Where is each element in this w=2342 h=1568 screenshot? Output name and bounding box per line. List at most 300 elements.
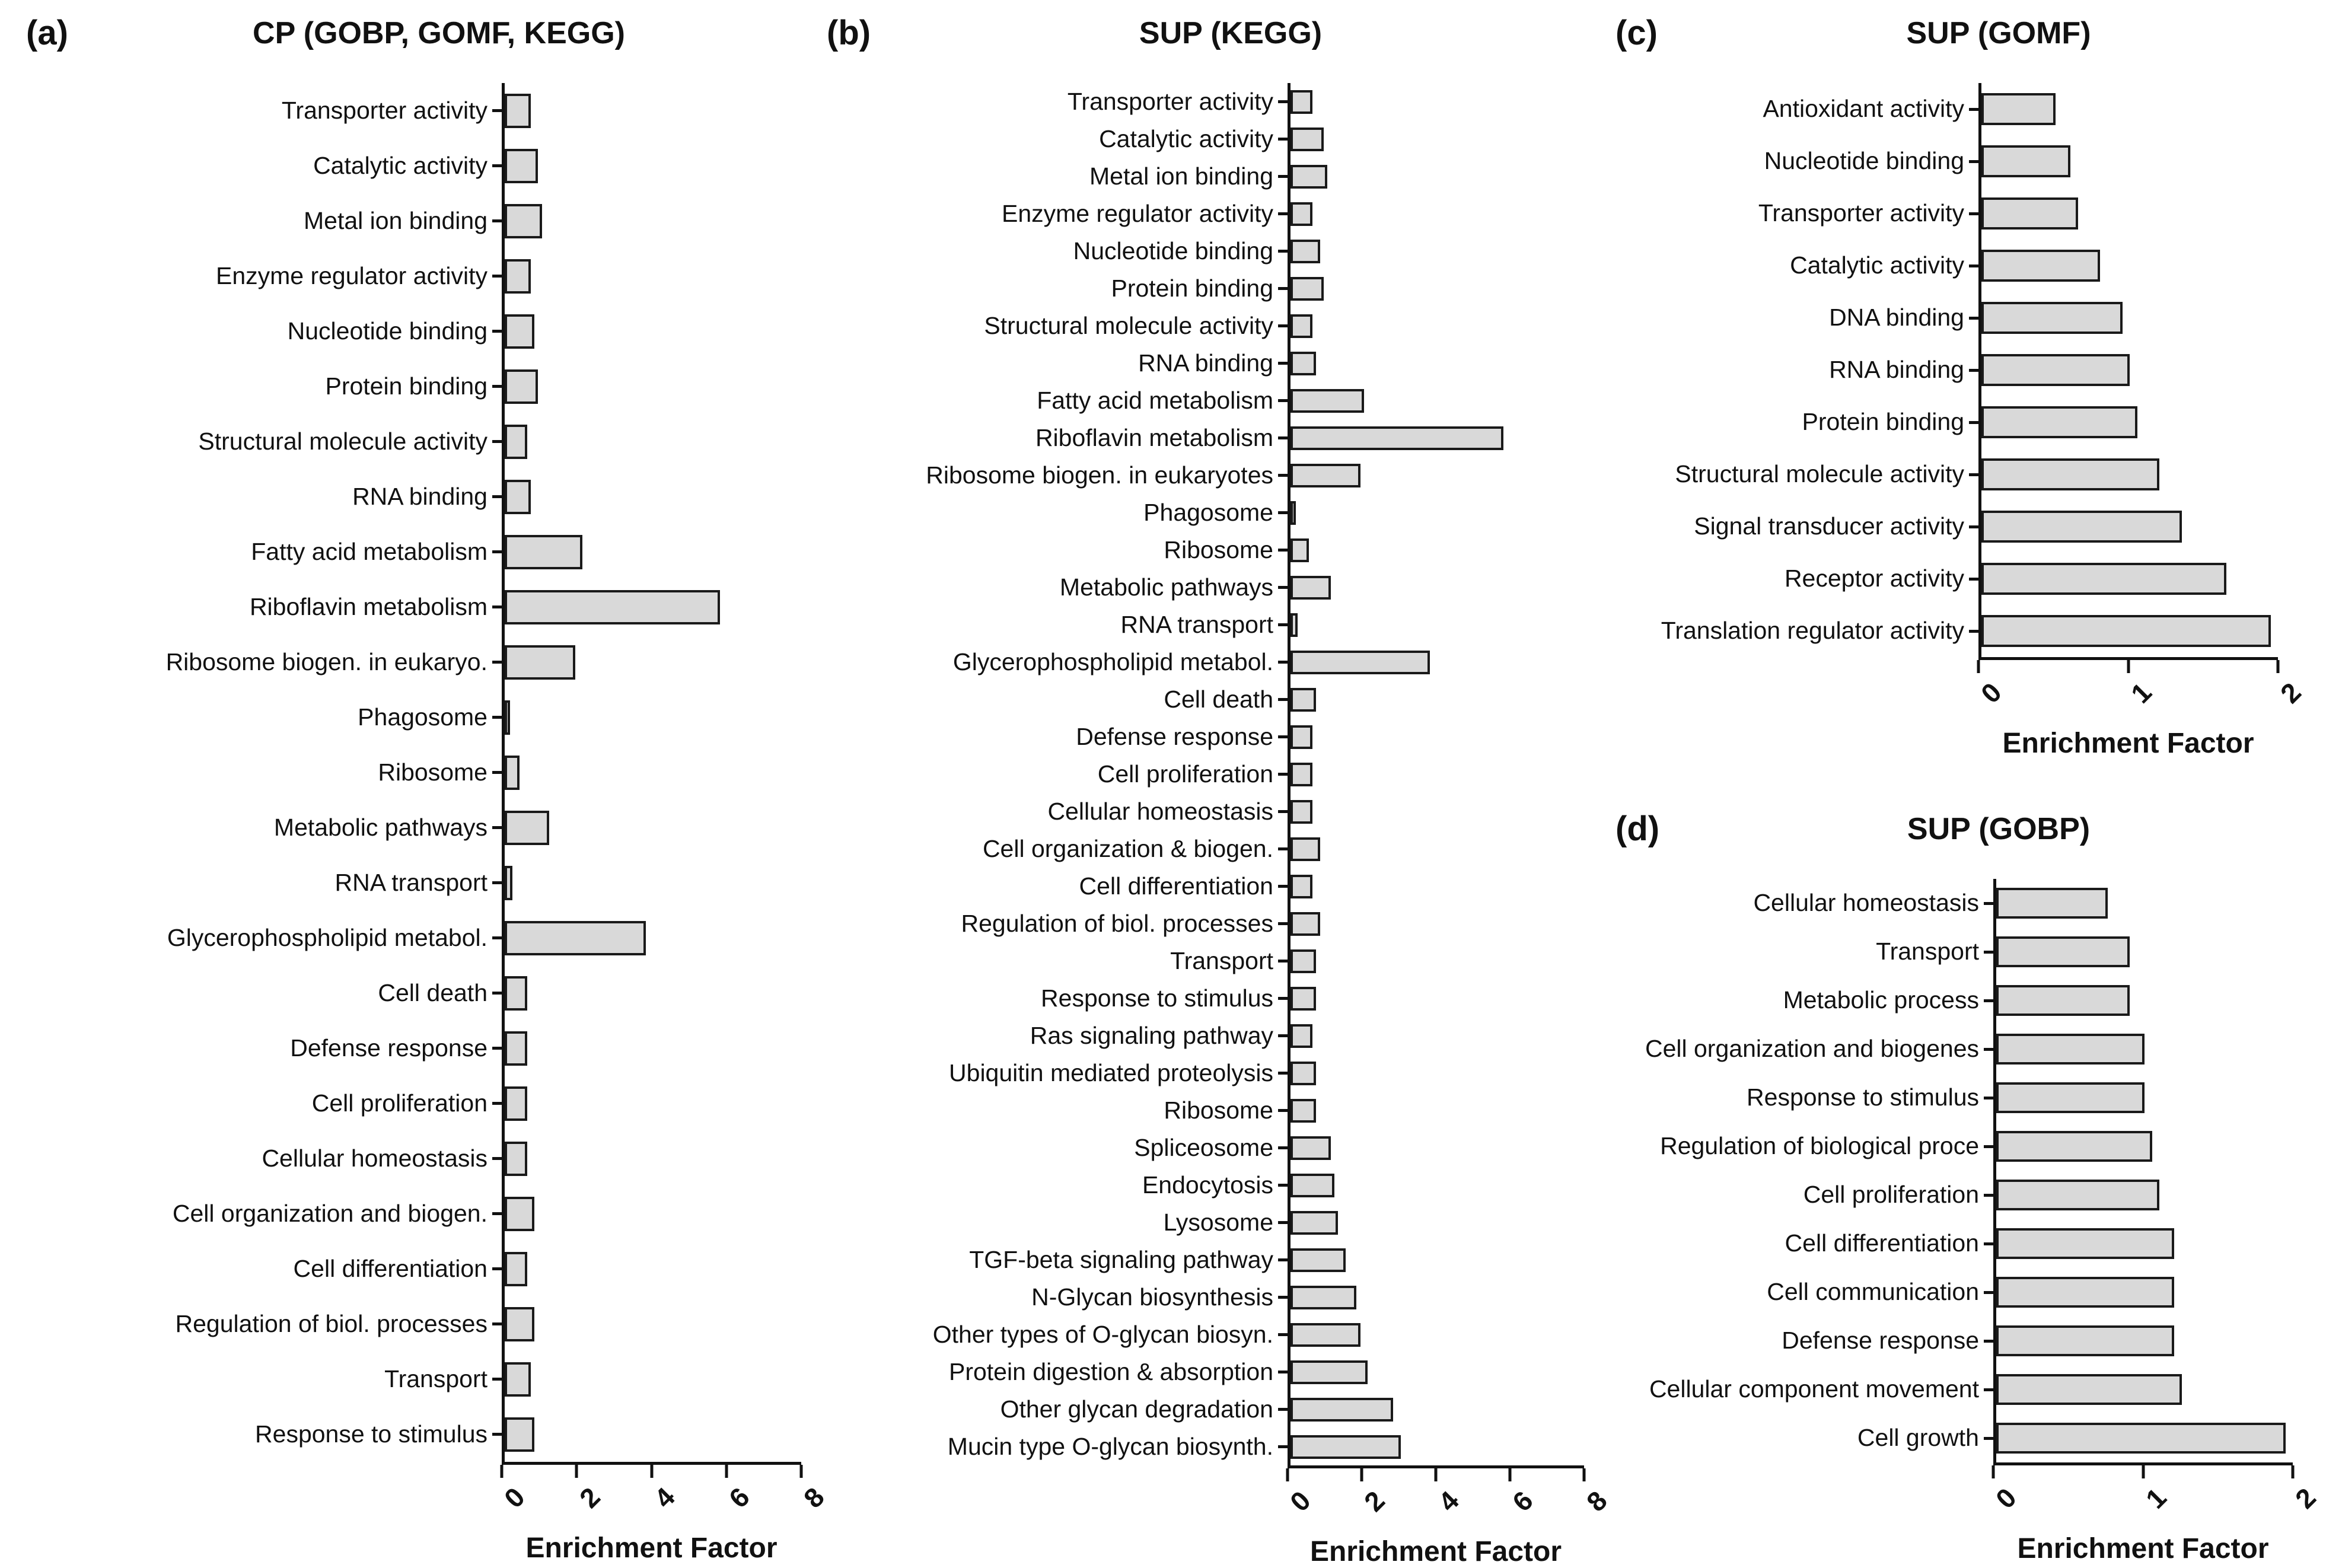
y-tick [1278, 1408, 1288, 1411]
y-tick [1969, 317, 1978, 320]
bar [1291, 949, 1316, 973]
category-label: Metal ion binding [304, 206, 487, 234]
category-label: Cell death [378, 979, 487, 1006]
bar-track [502, 1407, 801, 1462]
bar-track [1993, 976, 2293, 1025]
bar-row [18, 1186, 807, 1241]
bar-row [18, 1352, 807, 1407]
panel-a-chart-body [18, 83, 831, 1564]
bar-row [818, 531, 1589, 569]
bar-track [1288, 1204, 1584, 1241]
bar-row [818, 1017, 1589, 1054]
bar-row [18, 800, 807, 855]
y-tick [1969, 108, 1978, 111]
category-label: Transporter activity [1067, 87, 1273, 115]
bar-track [1978, 83, 2278, 135]
category-label: Fatty acid metabolism [251, 537, 487, 565]
y-tick [1278, 138, 1288, 141]
bar-track [1288, 1279, 1584, 1316]
y-tick [1278, 549, 1288, 552]
bar [1996, 1325, 2174, 1356]
y-tick [492, 1378, 502, 1381]
x-tick-label: 2 [2289, 1481, 2322, 1515]
bar [1981, 197, 2078, 230]
bar-track [1978, 605, 2278, 657]
y-tick [492, 661, 502, 664]
axis-spacer [818, 1535, 1288, 1568]
bar-track [1288, 1391, 1584, 1428]
y-tick [1278, 1371, 1288, 1373]
bar [1981, 250, 2100, 282]
bar-track [502, 248, 801, 304]
category-label: Protein digestion & absorption [948, 1357, 1273, 1385]
y-tick [1278, 661, 1288, 664]
axis-spacer [1607, 657, 1978, 727]
y-tick [1278, 100, 1288, 103]
bar-row [818, 942, 1589, 980]
y-tick [1278, 922, 1288, 925]
y-tick [1278, 997, 1288, 1000]
category-label: TGF-beta signaling pathway [969, 1245, 1273, 1273]
category-label: Defense response [1076, 722, 1273, 750]
category-label: Cell organization & biogen. [982, 834, 1273, 862]
bar [1981, 615, 2271, 647]
category-label: Cell proliferation [311, 1089, 487, 1117]
y-tick [1969, 473, 1978, 476]
y-tick [492, 385, 502, 388]
bar-track [1288, 345, 1584, 382]
y-tick [1278, 287, 1288, 290]
bar-track [502, 1296, 801, 1352]
bar-track [502, 635, 801, 690]
bar-row [18, 1407, 807, 1462]
bar [1291, 1398, 1393, 1422]
category-label: Ribosome biogen. in eukaryo. [165, 648, 487, 675]
bar-row [1607, 928, 2337, 976]
bar [505, 1031, 527, 1066]
y-tick [1278, 1258, 1288, 1261]
bar [1981, 458, 2159, 490]
x-axis-title: Enrichment Factor [525, 1532, 778, 1564]
category-label: Structural molecule activity [984, 311, 1273, 339]
category-label: N-Glycan biosynthesis [1031, 1283, 1273, 1311]
x-tick-label: 2 [1358, 1484, 1391, 1518]
category-label: Regulation of biological proce [1660, 1132, 1979, 1160]
bar-row [18, 524, 807, 579]
x-tick [1581, 1468, 1614, 1518]
y-tick [492, 1212, 502, 1215]
x-tick-label: 8 [798, 1481, 831, 1514]
y-tick [1984, 1242, 1993, 1245]
x-axis-row [18, 1462, 831, 1532]
bar-row [818, 569, 1589, 606]
bar-track [502, 745, 801, 800]
y-tick [1278, 1109, 1288, 1112]
category-label: Cell communication [1767, 1278, 1979, 1306]
bar-track [1978, 292, 2278, 344]
y-tick [492, 1047, 502, 1050]
bar-track [1288, 270, 1584, 307]
category-label: RNA binding [352, 482, 487, 510]
bar [1996, 1131, 2152, 1162]
category-label: Endocytosis [1142, 1171, 1273, 1199]
y-tick [1278, 810, 1288, 813]
category-label: Enzyme regulator activity [215, 262, 487, 289]
category-label: Transporter activity [281, 96, 487, 124]
category-label: Nucleotide binding [287, 317, 487, 345]
bar-row [818, 1279, 1589, 1316]
y-tick [1969, 160, 1978, 163]
bar-row [18, 635, 807, 690]
bar [505, 1252, 527, 1286]
bar-row [1607, 396, 2337, 448]
bar-row [1607, 1025, 2337, 1073]
category-label: Spliceosome [1134, 1133, 1273, 1161]
y-tick [492, 1267, 502, 1270]
bar-track [1288, 606, 1584, 643]
bar [1291, 1062, 1316, 1085]
y-tick [1278, 1221, 1288, 1224]
y-tick [492, 164, 502, 167]
axis-spacer [1607, 1462, 1993, 1532]
x-tick-label: 0 [1990, 1481, 2023, 1515]
y-tick [492, 881, 502, 884]
bar-row [818, 793, 1589, 830]
bar-track [1288, 1054, 1584, 1092]
category-label: Fatty acid metabolism [1037, 386, 1273, 414]
bar-track [1288, 382, 1584, 419]
x-tick-label: 0 [498, 1481, 531, 1514]
bar-row [818, 1054, 1589, 1092]
y-tick [1278, 1445, 1288, 1448]
bar-row [818, 681, 1589, 718]
y-tick [1278, 698, 1288, 701]
category-label: Transport [1170, 946, 1273, 974]
bar-track [1288, 195, 1584, 232]
bar-track [1288, 1428, 1584, 1465]
category-label: Glycerophospholipid metabol. [952, 648, 1273, 675]
bar [1291, 314, 1312, 338]
bar-track [1978, 553, 2278, 605]
bar-row [1607, 187, 2337, 240]
category-label: Transport [384, 1365, 487, 1392]
bar [505, 645, 575, 680]
x-tick-label: 4 [648, 1481, 681, 1514]
panel-c-chart-body [1607, 83, 2337, 760]
bar [505, 480, 531, 514]
bar [1291, 1174, 1334, 1197]
panel-a-letter: (a) [26, 14, 68, 52]
bar-row [818, 1391, 1589, 1428]
bar [505, 976, 527, 1011]
bar-row [18, 1296, 807, 1352]
bar-row [18, 359, 807, 414]
bar-row [818, 419, 1589, 457]
y-tick [1969, 630, 1978, 633]
category-label: Cell differentiation [293, 1254, 487, 1282]
bar-row [1607, 135, 2337, 187]
category-label: Ribosome [1164, 536, 1273, 563]
y-tick [492, 1322, 502, 1325]
bar-track [1288, 158, 1584, 195]
bar [1291, 987, 1316, 1011]
x-axis-title-row [1607, 727, 2337, 760]
y-tick [492, 330, 502, 333]
bar [1291, 800, 1312, 824]
bar-track [1288, 83, 1584, 120]
bar [1291, 651, 1430, 674]
category-label: Defense response [290, 1034, 487, 1062]
bar-track [1993, 879, 2293, 928]
y-tick [1278, 175, 1288, 178]
bar [505, 811, 549, 845]
bar [1291, 1248, 1346, 1272]
bar [1996, 1180, 2159, 1210]
bar [1291, 725, 1312, 749]
category-label: Defense response [1782, 1327, 1979, 1355]
y-tick [492, 992, 502, 995]
bar-row [1607, 501, 2337, 553]
y-tick [1969, 264, 1978, 267]
bar-row [18, 83, 807, 138]
category-label: RNA transport [334, 868, 487, 896]
y-tick [1278, 1184, 1288, 1187]
category-label: Ubiquitin mediated proteolysis [949, 1059, 1273, 1086]
x-tick-label: 2 [573, 1481, 606, 1514]
category-label: Translation regulator activity [1661, 617, 1964, 645]
bar-row [818, 83, 1589, 120]
y-tick [1278, 474, 1288, 477]
category-label: Metabolic pathways [273, 813, 487, 841]
bar-track [1288, 830, 1584, 868]
bar [1996, 985, 2130, 1016]
bar-track [1978, 396, 2278, 448]
bar [505, 756, 520, 790]
bar-track [1288, 1353, 1584, 1391]
panel-a [18, 11, 831, 1564]
bar-track [1993, 1365, 2293, 1414]
bar [1291, 464, 1360, 487]
panel-c-title: SUP (GOMF) [1906, 16, 2091, 50]
bar-row [818, 494, 1589, 531]
bar [1291, 1024, 1312, 1048]
bar [1291, 426, 1503, 450]
x-tick [2139, 1465, 2172, 1515]
panel-d-chart-body [1607, 879, 2337, 1565]
x-axis-row [818, 1465, 1614, 1535]
bar-track [1288, 232, 1584, 270]
category-label: Transport [1876, 938, 1979, 965]
y-tick [1278, 212, 1288, 215]
bar [505, 425, 527, 459]
category-label: Regulation of biol. processes [961, 909, 1273, 937]
bar-track [1978, 187, 2278, 240]
category-label: Ras signaling pathway [1030, 1021, 1273, 1049]
bar-row [1607, 1171, 2337, 1219]
bar-row [18, 579, 807, 635]
x-axis-title: Enrichment Factor [1309, 1536, 1562, 1567]
bar-track [502, 83, 801, 138]
bar [1291, 763, 1312, 786]
x-tick [1358, 1468, 1391, 1518]
y-tick [1984, 1291, 1993, 1294]
bar-row [18, 469, 807, 524]
category-label: Catalytic activity [1790, 251, 1964, 279]
bar-track [1288, 457, 1584, 494]
bar [1996, 1374, 2182, 1405]
bar [505, 149, 538, 183]
bar-row [818, 1129, 1589, 1167]
bar-track [1993, 928, 2293, 976]
bar-row [1607, 292, 2337, 344]
bar-track [1288, 307, 1584, 345]
bar-track [502, 138, 801, 193]
bar [1996, 1423, 2286, 1454]
bar-track [502, 1021, 801, 1076]
category-label: Metal ion binding [1089, 162, 1273, 190]
axis-spacer [1607, 727, 1978, 760]
bar [1996, 1228, 2174, 1259]
bar-row [1607, 1268, 2337, 1317]
bar [1291, 277, 1324, 301]
y-tick [1278, 1333, 1288, 1336]
bar-row [818, 307, 1589, 345]
category-label: Ribosome [378, 758, 487, 786]
bar [505, 590, 720, 624]
category-label: Structural molecule activity [1675, 460, 1964, 488]
category-label: Cellular homeostasis [1753, 889, 1979, 917]
axis-spacer [18, 1462, 502, 1532]
bar-track [502, 1186, 801, 1241]
bar-track [1978, 448, 2278, 501]
bar-track [1993, 1219, 2293, 1268]
category-label: Metabolic process [1783, 986, 1979, 1014]
category-label: Protein binding [1802, 408, 1964, 436]
bar-track [1288, 905, 1584, 942]
y-tick [1278, 1034, 1288, 1037]
x-tick [1284, 1468, 1317, 1518]
x-tick [498, 1465, 531, 1514]
x-tick [573, 1465, 606, 1514]
bar [505, 259, 531, 294]
bar-track [1993, 1122, 2293, 1171]
bar-row [18, 910, 807, 965]
y-tick [1984, 951, 1993, 954]
bar-row [818, 457, 1589, 494]
y-tick [1984, 1437, 1993, 1440]
bar-row [818, 1167, 1589, 1204]
y-tick [1984, 1048, 1993, 1051]
x-axis-line [1284, 1465, 1614, 1535]
bar [505, 866, 512, 900]
bar-track [502, 1131, 801, 1186]
bar-row [1607, 976, 2337, 1025]
bar-row [818, 718, 1589, 756]
bar-row [1607, 553, 2337, 605]
bar-track [502, 965, 801, 1021]
bar-row [818, 232, 1589, 270]
bar-track [1288, 419, 1584, 457]
category-label: Ribosome [1164, 1096, 1273, 1124]
y-tick [1278, 586, 1288, 589]
bar [505, 1142, 527, 1176]
bar-row [18, 248, 807, 304]
y-tick [492, 716, 502, 719]
category-label: Other types of O-glycan biosyn. [932, 1320, 1273, 1348]
y-tick [1984, 1340, 1993, 1343]
y-tick [492, 936, 502, 939]
bar [1291, 128, 1324, 151]
bar [1996, 1277, 2174, 1308]
bar-row [1607, 1073, 2337, 1122]
bar-row [818, 158, 1589, 195]
y-tick [1278, 362, 1288, 365]
bar-track [1288, 531, 1584, 569]
bar-row [818, 1204, 1589, 1241]
y-tick [1984, 1145, 1993, 1148]
category-label: Response to stimulus [1041, 984, 1273, 1012]
category-label: Antioxidant activity [1763, 95, 1964, 123]
bar-track [502, 359, 801, 414]
category-label: Signal transducer activity [1694, 512, 1964, 540]
panel-a-header [18, 11, 807, 70]
bar-row [18, 304, 807, 359]
bar-row [818, 1092, 1589, 1129]
y-tick [492, 1433, 502, 1436]
bar-row [1607, 1122, 2337, 1171]
bar [1291, 352, 1316, 375]
bar-track [1288, 1092, 1584, 1129]
y-tick [1969, 421, 1978, 424]
bar-row [1607, 83, 2337, 135]
category-label: Cell growth [1857, 1424, 1979, 1452]
panel-d-title: SUP (GOBP) [1907, 812, 2091, 846]
category-label: Cell organization and biogen. [172, 1199, 487, 1227]
bar-track [1288, 868, 1584, 905]
bar [1291, 90, 1312, 114]
x-tick-label: 4 [1432, 1484, 1465, 1518]
bar [1291, 1211, 1338, 1235]
bar [1291, 389, 1364, 413]
bar [1291, 538, 1309, 562]
bar-row [18, 1021, 807, 1076]
y-tick [1278, 735, 1288, 738]
category-label: Riboflavin metabolism [1035, 423, 1273, 451]
y-tick [1969, 369, 1978, 372]
bar-row [18, 138, 807, 193]
category-label: Riboflavin metabolism [249, 592, 487, 620]
x-tick [1975, 660, 2008, 709]
category-label: Phagosome [358, 703, 487, 731]
bar-row [18, 193, 807, 248]
x-axis-row [1607, 657, 2337, 727]
category-label: RNA transport [1120, 610, 1273, 638]
y-tick [1984, 1097, 1993, 1099]
x-tick-label: 1 [2139, 1481, 2172, 1515]
y-tick [1278, 1146, 1288, 1149]
bar-row [818, 905, 1589, 942]
category-label: Regulation of biol. processes [175, 1309, 487, 1337]
category-label: Cell death [1164, 685, 1273, 713]
bar-track [1993, 1025, 2293, 1073]
bar-track [1288, 793, 1584, 830]
bar-track [502, 193, 801, 248]
bar-track [1993, 1073, 2293, 1122]
bar-row [1607, 240, 2337, 292]
y-tick [492, 495, 502, 498]
bar [505, 1307, 534, 1341]
bar-row [18, 414, 807, 469]
